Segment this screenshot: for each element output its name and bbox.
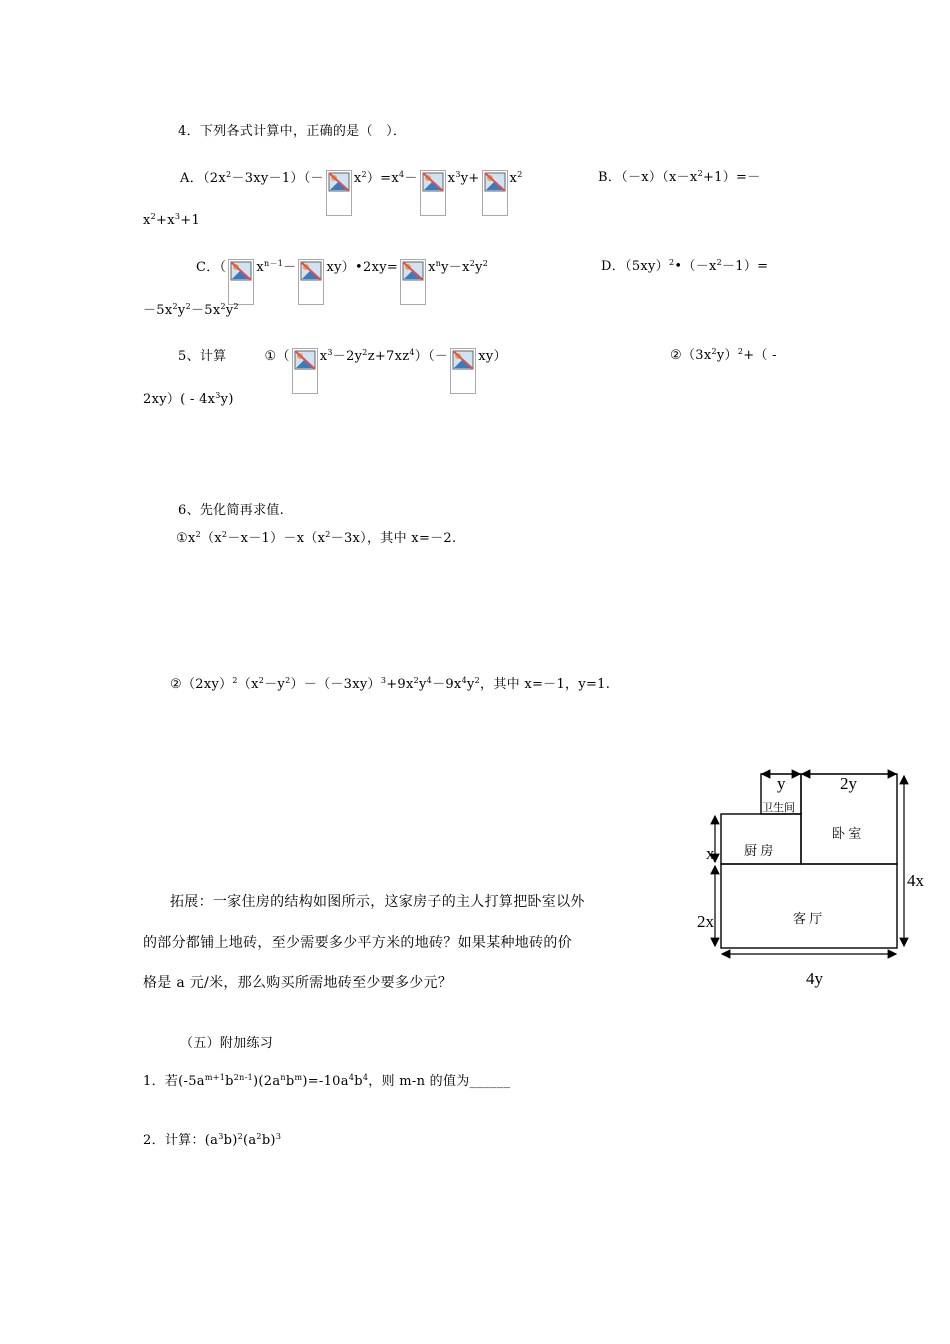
broken-image-icon: [482, 170, 508, 216]
extra-q2: 2．计算：$(a^3b)^2(a^2b)^3$: [143, 1132, 282, 1148]
extra-title: （五）附加练习: [180, 1036, 274, 1051]
q5-part2: $②(3x^2y)^2+$（ -: [670, 347, 777, 363]
q6-title: 6、先化简再求值.: [178, 503, 285, 518]
broken-image-icon: [298, 259, 324, 305]
q4-option-b-line2: $x^2+x^3+1$: [143, 212, 201, 228]
q4-option-d: D．$(5xy)^2•(-x^2-1)=$: [601, 258, 769, 274]
label-right-4x: 4x: [907, 871, 924, 890]
broken-image-icon: [450, 348, 476, 394]
label-left-2x: 2x: [697, 912, 714, 931]
broken-image-icon: [326, 170, 352, 216]
q4-option-a: A．$(2x^2-3xy-1)(-$ $x^2)=x^4-$ $x^3y+$ $x^2$: [180, 170, 523, 216]
q5-line2: $2xy)( - 4x^3y)$: [143, 391, 234, 407]
label-living: 客 厅: [793, 911, 823, 926]
broken-image-icon: [400, 259, 426, 305]
ext-line2: 的部分都铺上地砖，至少需要多少平方米的地砖？如果某种地砖的价: [143, 935, 572, 951]
q6-item1: $①x^2(x^2-x-1)-x(x^2-3x)$，其中 x=－2.: [176, 530, 457, 546]
label-bathroom: 卫生间: [762, 802, 795, 814]
label-bottom-4y: 4y: [806, 969, 823, 988]
label-top-2y: 2y: [840, 774, 857, 793]
ext-line1: 拓展：一家住房的结构如图所示，这家房子的主人打算把卧室以外: [170, 894, 585, 910]
q4-option-d-line2: $-5x^2y^2-5x^2y^2$: [143, 302, 239, 318]
living-room: [721, 864, 897, 948]
extra-q1: 1．若$(-5a^{m+1}b^{2n-1})(2a^nb^m)=-10a^4b^4$，则 m-n 的值为______: [143, 1073, 511, 1089]
q6-item2: $②(2xy)^2(x^2-y^2)-(-3xy)^3+9x^2y^4-9x^4y^2$，其中 x=－1，y=1.: [170, 676, 611, 692]
q5-line1: 5、计算 ①（ $x^3-2y^2z+7xz^4)(-$ xy）: [178, 348, 507, 394]
label-left-x: x: [706, 844, 715, 863]
q4-option-b: B．$(-x)(x-x^2+1)=-$: [598, 169, 761, 185]
label-top-y: y: [777, 774, 786, 793]
floorplan-diagram: [690, 760, 935, 995]
ext-line3: 格是 a 元/米，那么购买所需地砖至少要多少元？: [143, 975, 453, 991]
broken-image-icon: [292, 348, 318, 394]
label-kitchen: 厨 房: [744, 843, 774, 858]
broken-image-icon: [228, 259, 254, 305]
label-bedroom: 卧 室: [832, 826, 862, 841]
q4-option-c: C．（ $x^{n-1}-$ xy）•2xy= $x^ny-x^2y^2$: [196, 259, 488, 305]
broken-image-icon: [420, 170, 446, 216]
q4-stem: 4．下列各式计算中，正确的是（ ）．: [178, 124, 407, 139]
